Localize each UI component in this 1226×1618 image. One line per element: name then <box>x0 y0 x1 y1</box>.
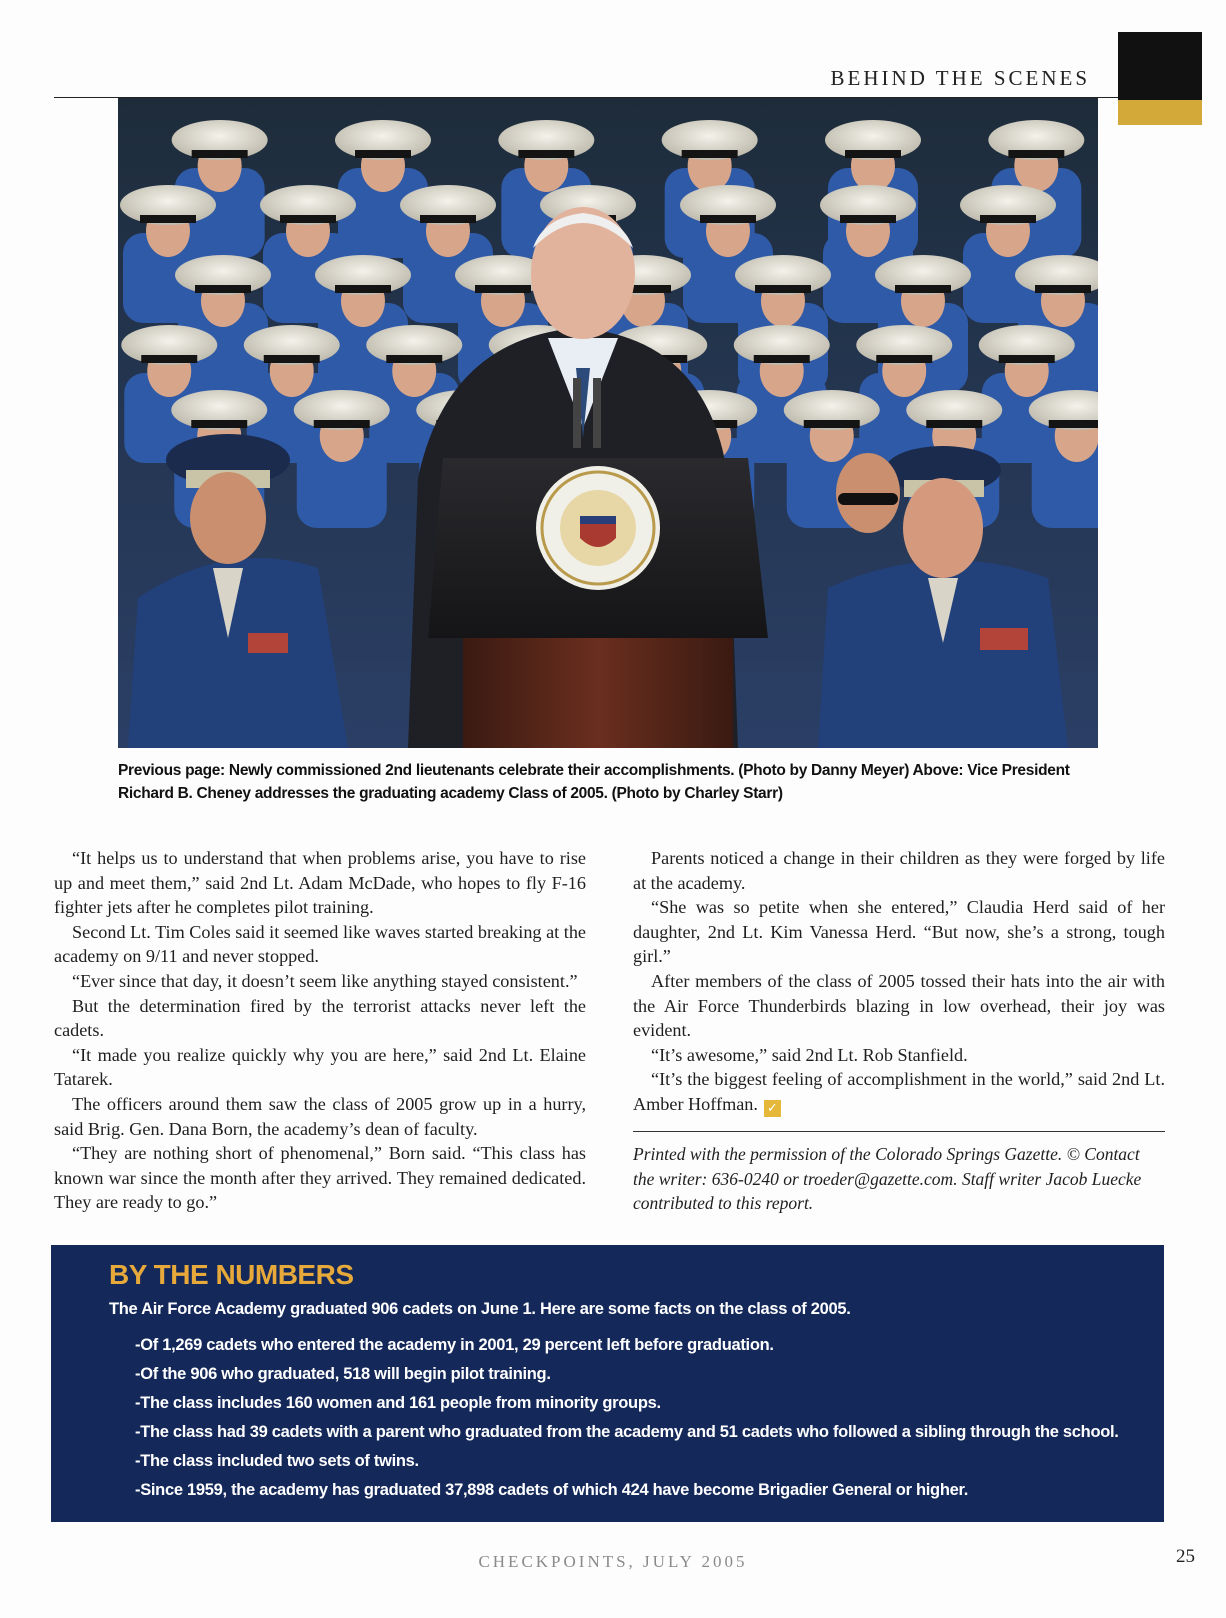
cadet-cap-brim <box>804 420 860 428</box>
cadet-cap-brim <box>1035 285 1091 293</box>
cadet-cap-brim <box>876 355 932 363</box>
photo-caption: Previous page: Newly commissioned 2nd lieutenants celebrate their accomplishments. (Photo by Danny Meyer) Above: Vice President Richard B. Cheney addresses the graduating academy Class of 2005. (Photo by Charley Starr) <box>118 762 1070 802</box>
cadet-cap-brim <box>845 150 901 158</box>
cadet-cap-brim <box>754 355 810 363</box>
cadet-cap-brim <box>141 355 197 363</box>
cadet-cap-brim <box>999 355 1055 363</box>
cadet-cap-brim <box>280 215 336 223</box>
article-column-left <box>54 846 586 1215</box>
paragraph: “They are nothing short of phenomenal,” Born said. “This class has known war since the month after they arrived. They remained dedicated. They are ready to go.” <box>54 1143 586 1213</box>
cadet-cap-brim <box>1049 420 1098 428</box>
cadet-cap-brim <box>386 355 442 363</box>
right-general <box>818 446 1068 748</box>
cadet-cap-brim <box>195 285 251 293</box>
cheney-podium-photo <box>118 98 1098 748</box>
corner-tab-gold <box>1118 100 1202 125</box>
fact-item: -The class includes 160 women and 161 people from minority groups. <box>135 1394 661 1412</box>
cadet-cap-brim <box>264 355 320 363</box>
cadet-cap-brim <box>335 285 391 293</box>
cadet-cap-brim <box>1008 150 1064 158</box>
reprint-credit: Printed with the permission of the Colorado Springs Gazette. © Contact the writer: 636-0240 or troeder@gazette.com. Staff writer Jacob Luecke contributed to this report. <box>633 1144 1142 1213</box>
cadet-cap-brim <box>518 150 574 158</box>
by-the-numbers-box <box>51 1245 1164 1522</box>
fact-item: -Of the 906 who graduated, 518 will begin pilot training. <box>135 1365 551 1383</box>
cadet-cap-brim <box>926 420 982 428</box>
paragraph: “It’s awesome,” said 2nd Lt. Rob Stanfield. <box>651 1044 968 1065</box>
fact-item: -Of 1,269 cadets who entered the academy in 2001, 29 percent left before graduation. <box>135 1336 774 1354</box>
credit-rule <box>633 1131 1165 1132</box>
cadet-cap-brim <box>475 285 531 293</box>
final-paragraph-text: “It’s the biggest feeling of accomplishment in the world,” said 2nd Lt. Amber Hoffman. <box>633 1069 1165 1114</box>
cadet-cap-brim <box>355 150 411 158</box>
paragraph: “It made you realize quickly why you are here,” said 2nd Lt. Elaine Tatarek. <box>54 1044 586 1090</box>
corner-tab-black <box>1118 32 1202 100</box>
page-number: 25 <box>1176 1546 1195 1567</box>
section-header: BEHIND THE SCENES <box>830 66 1090 90</box>
cadet-cap-brim <box>140 215 196 223</box>
paragraph: “It helps us to understand that when problems arise, you have to rise up and meet them,” said 2nd Lt. Adam McDade, who hopes to fly F-16 fighter jets after he completes pilot training. <box>54 848 586 918</box>
fact-item: -The class had 39 cadets with a parent who graduated from the academy and 51 cadets who followed a sibling through the school. <box>135 1423 1119 1441</box>
cadet-cap-brim <box>980 215 1036 223</box>
photo-illustration <box>118 98 1098 748</box>
paragraph: The officers around them saw the class of 2005 grow up in a hurry, said Brig. Gen. Dana Born, the academy’s dean of faculty. <box>54 1093 586 1139</box>
podium <box>428 458 768 748</box>
paragraph-final <box>633 1067 1165 1117</box>
paragraph: Second Lt. Tim Coles said it seemed like waves started breaking at the academy on 9/11 and never stopped. <box>54 921 586 967</box>
paragraph: “Ever since that day, it doesn’t seem like anything stayed consistent.” <box>72 970 578 991</box>
fact-item: -Since 1959, the academy has graduated 37,898 cadets of which 424 have become Brigadier General or higher. <box>135 1481 968 1499</box>
cadet-cap-brim <box>895 285 951 293</box>
by-the-numbers-title: BY THE NUMBERS <box>109 1259 354 1290</box>
article-column-right <box>633 846 1165 1117</box>
paragraph: After members of the class of 2005 tossed their hats into the air with the Air Force Thunderbirds blazing in low overhead, their joy was evident. <box>633 970 1165 1041</box>
fact-item: -The class included two sets of twins. <box>135 1452 419 1470</box>
cadet-cap-brim <box>191 420 247 428</box>
cadet-cap-brim <box>420 215 476 223</box>
paragraph: Parents noticed a change in their children as they were forged by life at the academy. <box>633 848 1165 893</box>
cadet-cap-brim <box>682 150 738 158</box>
paragraph: But the determination fired by the terrorist attacks never left the cadets. <box>54 995 586 1041</box>
cadet-cap-brim <box>840 215 896 223</box>
paragraph: “She was so petite when she entered,” Claudia Herd said of her daughter, 2nd Lt. Kim Vanessa Herd. “But now, she’s a strong, tough girl.” <box>633 897 1165 967</box>
end-mark-icon: ✓ <box>764 1100 781 1117</box>
facts-list <box>135 1331 1119 1505</box>
by-the-numbers-intro: The Air Force Academy graduated 906 cadets on June 1. Here are some facts on the class of 2005. <box>109 1300 851 1318</box>
publication-footer: CHECKPOINTS, JULY 2005 <box>478 1552 748 1571</box>
cadet-cap-brim <box>314 420 370 428</box>
cadet-cap-brim <box>755 285 811 293</box>
cadet-cap-brim <box>192 150 248 158</box>
cadet-cap-brim <box>700 215 756 223</box>
